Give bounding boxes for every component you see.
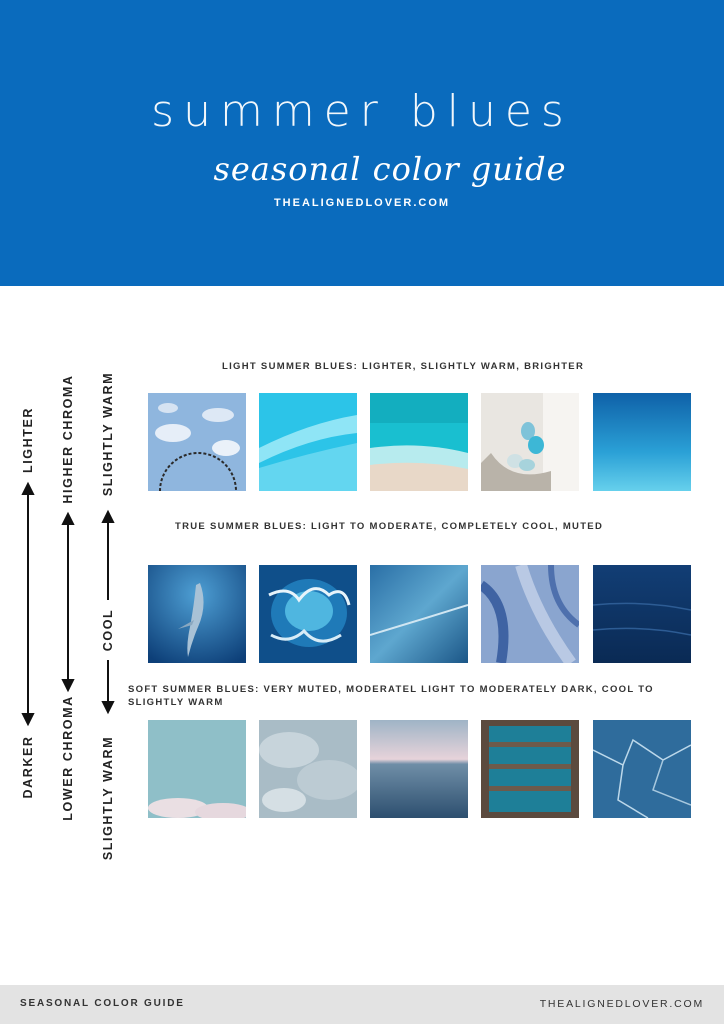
temperature-arrow <box>103 512 113 712</box>
row-label-light-summer: LIGHT SUMMER BLUES: LIGHTER, SLIGHTLY WARM, BRIGHTER <box>222 361 585 372</box>
scale-cool-label: COOL <box>101 608 115 652</box>
lightness-arrow <box>23 484 33 724</box>
tile-deep-ocean <box>593 565 691 663</box>
tile-window-shutters <box>481 720 579 818</box>
tile-turquoise-wave <box>259 393 357 491</box>
tile-ocean-foam <box>259 565 357 663</box>
chroma-arrow <box>63 514 73 690</box>
tile-cracked-blue-ice <box>593 720 691 818</box>
tile-blue-sea-streak <box>370 565 468 663</box>
tile-hazy-horizon-sea <box>370 720 468 818</box>
scale-slightly-warm-top-label: SLIGHTLY WARM <box>101 371 115 497</box>
header-site-link[interactable]: THEALIGNEDLOVER.COM <box>273 197 451 209</box>
footer-guide-title: SEASONAL COLOR GUIDE <box>20 998 185 1009</box>
tile-pale-sky-clouds <box>148 720 246 818</box>
tile-gradient-sky <box>593 393 691 491</box>
scale-slightly-warm-bottom-label: SLIGHTLY WARM <box>101 735 115 861</box>
tile-blue-eggs-vase <box>481 393 579 491</box>
tile-grey-clouds <box>259 720 357 818</box>
scale-lower-chroma-label: LOWER CHROMA <box>61 695 75 821</box>
row-label-soft-summer: SOFT SUMMER BLUES: VERY MUTED, MODERATEL LIGHT TO MODERATELY DARK, COOL TO SLIGHTLY WARM <box>128 684 654 708</box>
footer-site-link[interactable]: THEALIGNEDLOVER.COM <box>539 998 704 1010</box>
tile-dolphin-underwater <box>148 565 246 663</box>
tile-sky-clouds-ferris-wheel <box>148 393 246 491</box>
page-subtitle: seasonal color guide <box>213 150 567 188</box>
tile-aerial-beach <box>370 393 468 491</box>
tile-blue-marble <box>481 565 579 663</box>
page-title: summer blues <box>151 86 573 137</box>
scale-darker-label: DARKER <box>21 735 35 799</box>
scale-higher-chroma-label: HIGHER CHROMA <box>61 374 75 504</box>
scale-lighter-label: LIGHTER <box>21 406 35 474</box>
row-label-true-summer: TRUE SUMMER BLUES: LIGHT TO MODERATE, COMPLETELY COOL, MUTED <box>175 521 604 532</box>
footer-bar <box>0 985 724 1024</box>
